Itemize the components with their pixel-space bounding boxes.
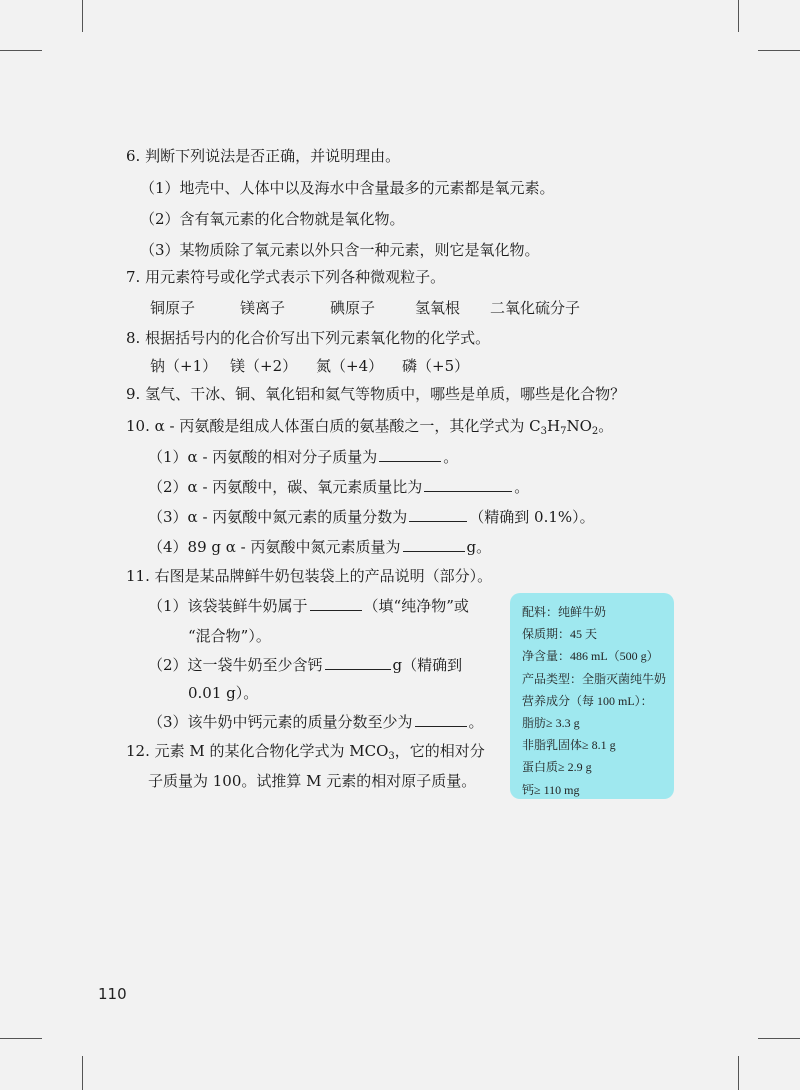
q11-part-3-end: 。 bbox=[468, 713, 484, 731]
page-number: 110 bbox=[98, 985, 127, 1003]
q10-part-2-end: 。 bbox=[514, 478, 530, 496]
q11-part-2-cont: 0.01 g）。 bbox=[188, 684, 259, 702]
q7-item: 镁离子 bbox=[240, 299, 286, 317]
formula-subscript: 3 bbox=[540, 426, 547, 437]
q11-part-1-cont: “混合物”）。 bbox=[188, 627, 271, 645]
q10-part-4-end: g。 bbox=[466, 538, 492, 556]
q11-part-3-text: （3）该牛奶中钙元素的质量分数至少为 bbox=[148, 713, 413, 731]
q12-text-end: ，它的相对分 bbox=[394, 742, 485, 760]
q8-item: 镁（+2） bbox=[230, 357, 298, 375]
q11-part-1 bbox=[148, 596, 469, 616]
q8-item: 磷（+5） bbox=[402, 357, 470, 375]
q11-part-2-text: （2）这一袋牛奶至少含钙 bbox=[148, 656, 323, 674]
q10-part-1-text: （1）α - 丙氨酸的相对分子质量为 bbox=[148, 448, 378, 466]
q12-text: 12. 元素 M 的某化合物化学式为 MCO bbox=[126, 742, 389, 760]
formula-subscript: 3 bbox=[388, 751, 395, 762]
q10-part-4 bbox=[148, 537, 491, 557]
info-line: 净含量：486 mL（500 g） bbox=[522, 649, 659, 664]
q8-item: 氮（+4） bbox=[316, 357, 384, 375]
q10-part-3 bbox=[148, 507, 595, 527]
q10-part-3-text: （3）α - 丙氨酸中氮元素的质量分数为 bbox=[148, 508, 408, 526]
info-line: 非脂乳固体≥ 8.1 g bbox=[522, 738, 616, 753]
q9-title: 9. 氢气、干冰、铜、氧化铝和氦气等物质中，哪些是单质，哪些是化合物？ bbox=[126, 385, 626, 403]
q6-title: 6. 判断下列说法是否正确，并说明理由。 bbox=[126, 147, 401, 165]
q11-part-2-end: g（精确到 bbox=[392, 656, 463, 674]
milk-product-info-box bbox=[510, 593, 674, 799]
q7-item: 氢氧根 bbox=[415, 299, 461, 317]
q12-line-2: 子质量为 100。试推算 M 元素的相对原子质量。 bbox=[148, 772, 477, 790]
info-line: 钙≥ 110 mg bbox=[522, 782, 580, 797]
info-line: 保质期：45 天 bbox=[522, 627, 598, 642]
answer-blank[interactable] bbox=[415, 712, 467, 727]
q7-item: 二氧化硫分子 bbox=[490, 299, 581, 317]
answer-blank[interactable] bbox=[325, 655, 391, 670]
q12-line-1 bbox=[126, 741, 485, 767]
q10-part-1-end: 。 bbox=[443, 448, 459, 466]
q11-part-1-end: （填“纯净物”或 bbox=[363, 597, 469, 615]
q10-title bbox=[126, 416, 613, 442]
answer-blank[interactable] bbox=[424, 477, 512, 492]
q11-part-2 bbox=[148, 655, 462, 675]
answer-blank[interactable] bbox=[379, 447, 441, 462]
q6-statement-1: （1）地壳中、人体中以及海水中含量最多的元素都是氧元素。 bbox=[140, 179, 555, 197]
q10-part-2 bbox=[148, 477, 529, 497]
q11-part-1-text: （1）该袋装鲜牛奶属于 bbox=[148, 597, 308, 615]
q8-title: 8. 根据括号内的化合价写出下列元素氧化物的化学式。 bbox=[126, 329, 491, 347]
q6-statement-2: （2）含有氧元素的化合物就是氧化物。 bbox=[140, 210, 405, 228]
answer-blank[interactable] bbox=[409, 507, 467, 522]
q10-part-2-text: （2）α - 丙氨酸中，碳、氧元素质量比为 bbox=[148, 478, 423, 496]
q10-part-3-end: （精确到 0.1%）。 bbox=[469, 508, 595, 526]
answer-blank[interactable] bbox=[310, 596, 362, 611]
q7-item: 铜原子 bbox=[150, 299, 196, 317]
info-line: 蛋白质≥ 2.9 g bbox=[522, 760, 592, 775]
q10-part-4-text: （4）89 g α - 丙氨酸中氮元素质量为 bbox=[148, 538, 401, 556]
q11-part-3 bbox=[148, 712, 484, 732]
formula-part: NO bbox=[566, 417, 592, 435]
info-line: 脂肪≥ 3.3 g bbox=[522, 716, 580, 731]
formula-part: 。 bbox=[598, 417, 614, 435]
formula-subscript: 7 bbox=[560, 426, 567, 437]
q6-statement-3: （3）某物质除了氧元素以外只含一种元素，则它是氧化物。 bbox=[140, 241, 540, 259]
info-line: 产品类型：全脂灭菌纯牛奶 bbox=[522, 671, 667, 686]
q7-item: 碘原子 bbox=[330, 299, 376, 317]
q10-part-1 bbox=[148, 447, 458, 467]
info-line: 配料：纯鲜牛奶 bbox=[522, 605, 607, 619]
formula-subscript: 2 bbox=[591, 426, 599, 437]
answer-blank[interactable] bbox=[403, 537, 465, 552]
info-line: 营养成分（每 100 mL）： bbox=[522, 693, 653, 708]
q11-title: 11. 右图是某品牌鲜牛奶包装袋上的产品说明（部分）。 bbox=[126, 567, 493, 585]
q10-title-text: 10. α - 丙氨酸是组成人体蛋白质的氨基酸之一，其化学式为 C bbox=[126, 417, 541, 435]
q7-title: 7. 用元素符号或化学式表示下列各种微观粒子。 bbox=[126, 268, 446, 286]
q8-item: 钠（+1） bbox=[150, 357, 218, 375]
formula-part: H bbox=[546, 417, 561, 435]
